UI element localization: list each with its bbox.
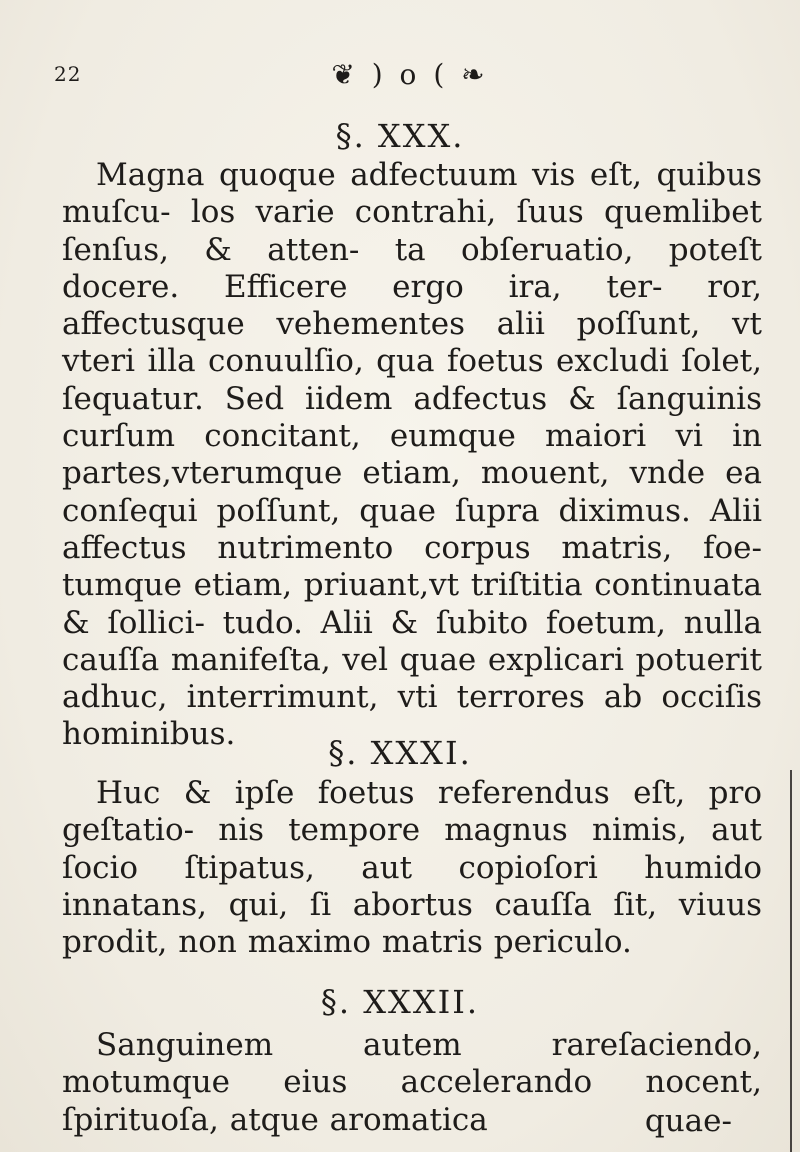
header-ornament: ❦ ) o ( ❧ <box>331 58 489 91</box>
paragraph-text: Sanguinem autem rareſaciendo, motumque eius accelerando nocent, ſpirituoſa, atque aromatica <box>62 1027 762 1138</box>
section-heading-xxx: §. XXX. <box>335 117 465 155</box>
running-header <box>0 58 800 102</box>
paragraph-text: Huc & ipſe foetus referendus eſt, pro geſtatio- nis tempore magnus nimis, aut ſocio ſtipatus, aut copioſori humido innatans, qui, ſi abortus cauſſa ſit, viuus prodit, non maximo matris periculo. <box>62 775 762 961</box>
section-heading-xxxi: §. XXXI. <box>328 734 472 772</box>
page-edge-shadow <box>790 770 792 1152</box>
section-heading-xxxii: §. XXXII. <box>320 983 480 1021</box>
paragraph-xxxi <box>62 775 762 961</box>
page-number: 22 <box>54 62 82 86</box>
catchword: quae- <box>644 1103 732 1139</box>
paragraph-text: Magna quoque adfectuum vis eſt, quibus muſcu- los varie contrahi, ſuus quemlibet ſenſus, & atten- ta obſeruatio, poteſt docere. Efficere ergo ira, ter- ror, affectusque vehementes alii poſſunt, vt vteri illa conuulſio, qua foetus excludi ſolet, ſequatur. Sed iidem adfectus & ſanguinis curſum concitant, eumque maiori vi in partes,vterumque etiam, mouent, vnde ea conſequi poſſunt, quae ſupra diximus. Alii affectus nutrimento corpus matris, foe- tumque etiam, priuant,vt triſtitia continuata & ſollici- tudo. Alii & ſubito foetum, nulla cauſſa manifeſta, vel quae explicari potuerit adhuc, interrimunt, vti terrores ab occiſis hominibus. <box>62 157 762 753</box>
paragraph-xxx <box>62 157 762 754</box>
